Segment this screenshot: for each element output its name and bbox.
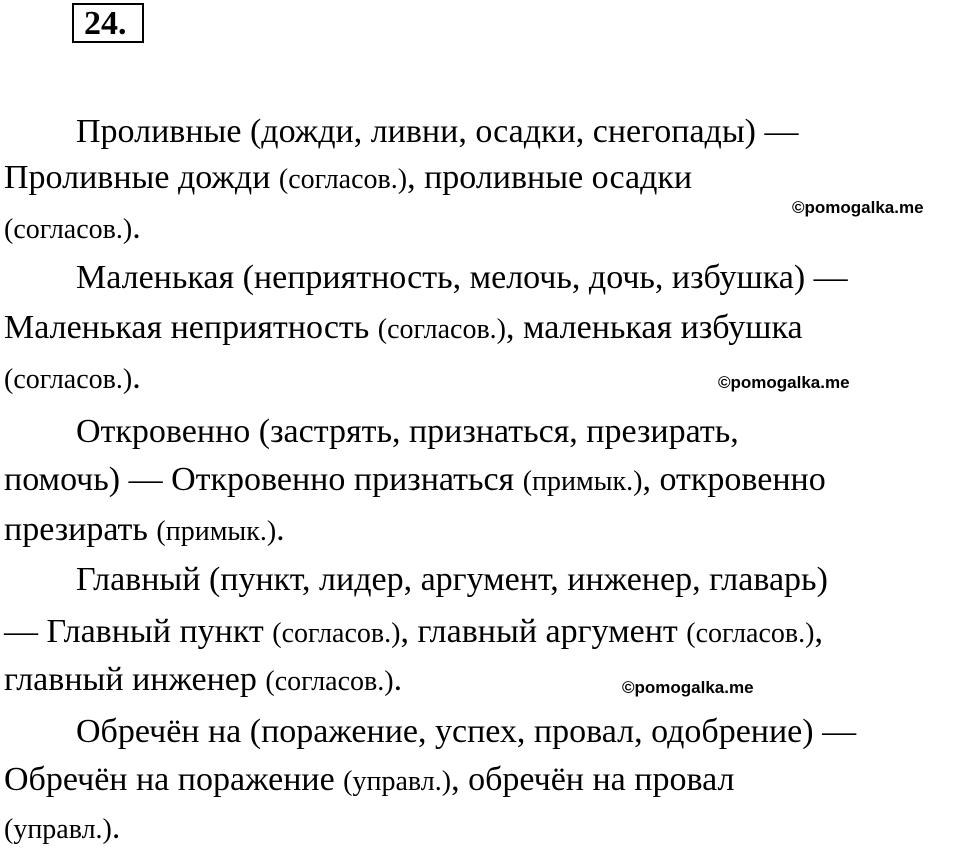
paragraph-first-line: [76, 112, 799, 152]
watermark: ©pomogalka.me: [792, 198, 924, 217]
exercise-number: 24.: [72, 3, 144, 43]
paragraph-first-line: [76, 412, 739, 452]
text-run: помочь) — Откровенно признаться: [4, 461, 523, 498]
text-run: главный инженер: [4, 661, 266, 698]
grammar-note: (согласов.): [272, 618, 401, 649]
grammar-note: (управл.): [343, 766, 452, 797]
text-run: — Главный пункт: [4, 613, 273, 650]
text-run: Проливные дожди: [4, 159, 279, 196]
watermark: ©pomogalka.me: [718, 373, 850, 392]
grammar-note: (согласов.): [377, 314, 506, 345]
paragraph-first-line: [76, 712, 856, 752]
paragraph-line: [4, 808, 120, 850]
text-run: Маленькая (неприятность, мелочь, дочь, избушка) —: [76, 259, 848, 296]
text-run: Откровенно (застрять, признаться, презирать,: [76, 413, 739, 450]
grammar-note: (согласов.): [4, 214, 133, 245]
paragraph-first-line: [76, 560, 828, 600]
paragraph-line: [4, 208, 141, 250]
grammar-note: (согласов.): [4, 364, 133, 395]
paragraph-line: [4, 358, 141, 400]
text-run: Проливные (дожди, ливни, осадки, снегопады) —: [76, 113, 799, 150]
paragraph-line: [4, 760, 734, 802]
paragraph-line: [4, 612, 823, 654]
text-run: Обречён на поражение: [4, 761, 344, 798]
paragraph-line: [4, 460, 826, 502]
paragraph-line: [4, 158, 692, 200]
grammar-note: (управл.): [4, 814, 112, 845]
text-run: .: [132, 209, 141, 246]
paragraph-line: [4, 308, 803, 350]
text-run: Маленькая неприятность: [4, 309, 378, 346]
grammar-note: (примык.): [522, 466, 643, 497]
text-run: , главный аргумент: [400, 613, 687, 650]
text-run: , обречён на провал: [451, 761, 735, 798]
text-run: Главный (пункт, лидер, аргумент, инженер, главарь): [76, 561, 828, 598]
text-run: .: [111, 809, 121, 846]
text-run: Обречён на (поражение, успех, провал, одобрение) —: [76, 713, 857, 750]
grammar-note: (согласов.): [278, 164, 408, 195]
text-run: ,: [814, 613, 823, 650]
text-run: .: [393, 661, 403, 698]
text-run: , откровенно: [642, 461, 826, 498]
text-run: презирать: [4, 511, 157, 548]
text-run: .: [276, 511, 285, 548]
text-run: , проливные осадки: [407, 159, 693, 196]
watermark: ©pomogalka.me: [622, 678, 754, 697]
grammar-note: (примык.): [156, 516, 277, 547]
paragraph-line: [4, 660, 402, 702]
paragraph-first-line: [76, 258, 848, 298]
grammar-note: (согласов.): [686, 618, 815, 649]
text-run: , маленькая избушка: [505, 309, 803, 346]
grammar-note: (согласов.): [265, 666, 394, 697]
paragraph-line: [4, 510, 285, 552]
text-run: .: [132, 359, 141, 396]
